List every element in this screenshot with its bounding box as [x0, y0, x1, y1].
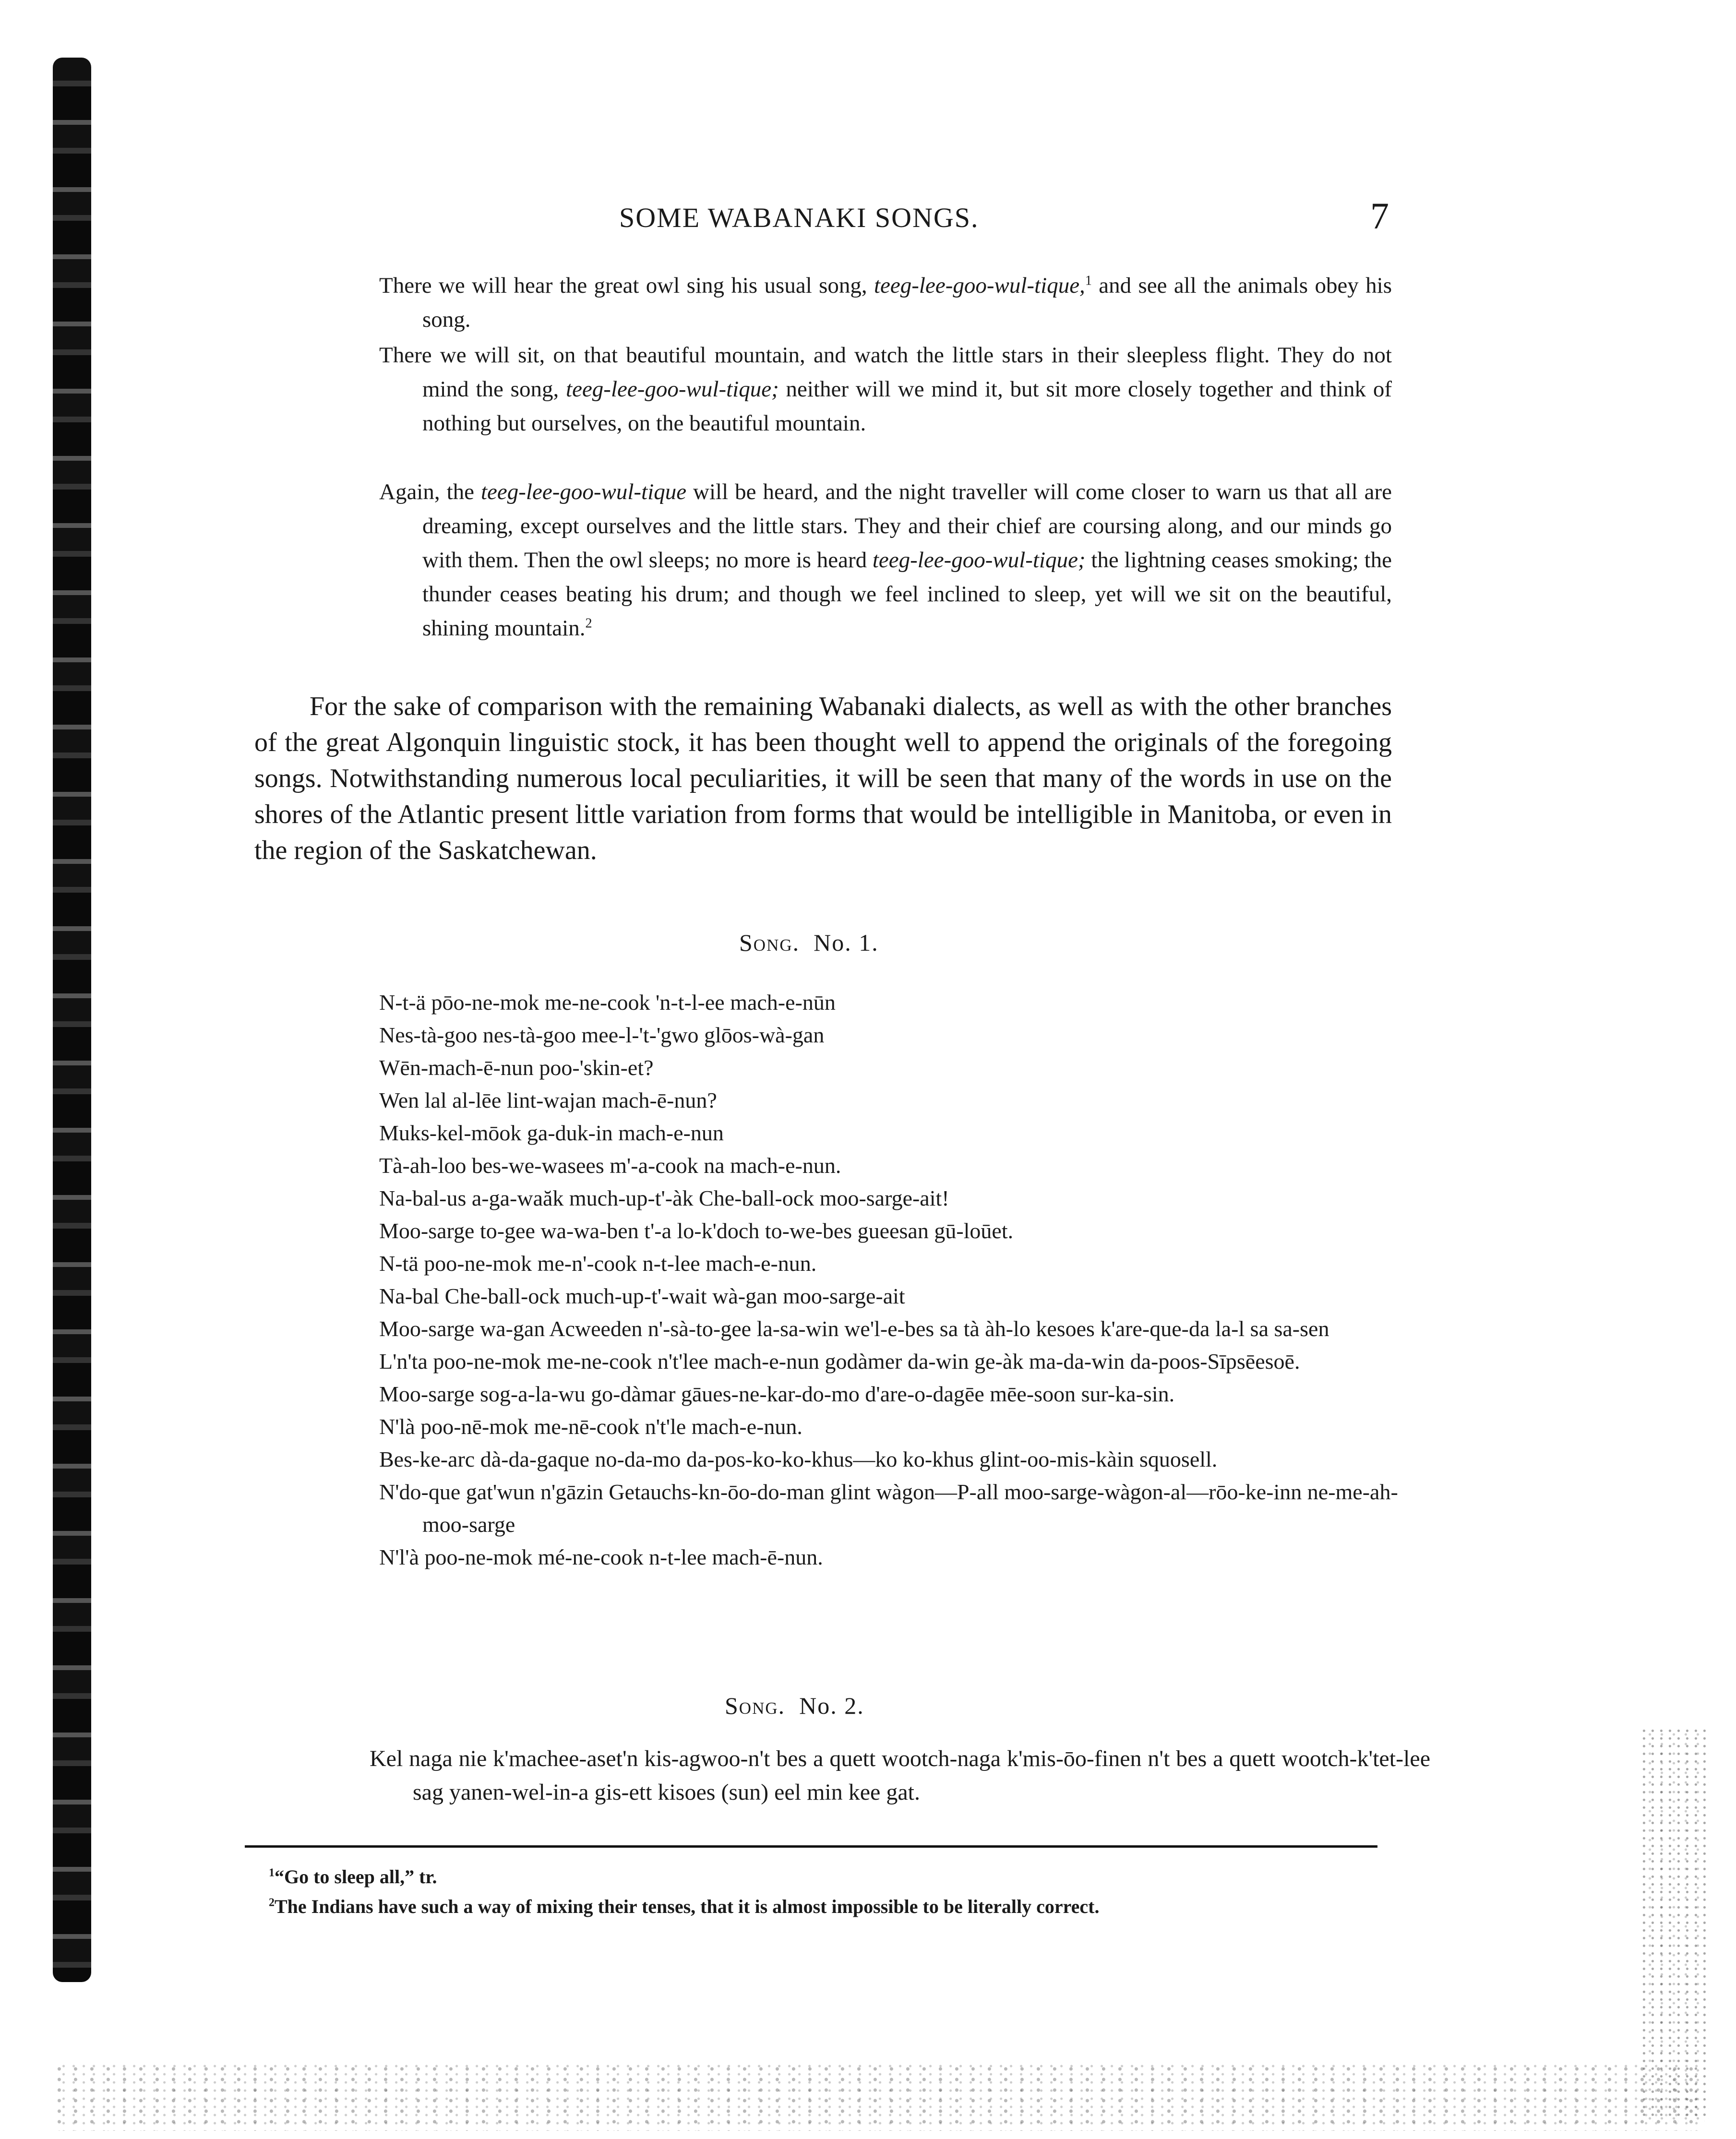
owl-song-word: teeg-lee-goo-wul-tique,	[874, 273, 1085, 298]
owl-song-word: teeg-lee-goo-wul-tique	[481, 479, 687, 504]
song-line: Nes-tà-goo nes-tà-goo mee-l-'t-'gwo glōos-wà-gan	[379, 1023, 825, 1047]
song-line: Na-bal Che-ball-ock much-up-t'-wait wà-gan moo-sarge-ait	[379, 1284, 905, 1308]
body-paragraph: For the sake of comparison with the remaining Wabanaki dialects, as well as with the other branches of the great Algonquin linguistic stock, it has been thought well to append the originals of the foregoing songs. Notwithstanding numerous local peculiarities, it will be seen that many of the words in use on the shores of the Atlantic present little variation from forms that would be intelligible in Manitoba, or even in the region of the Saskatchewan.	[254, 692, 1392, 865]
song-line: N-t-ä pōo-ne-mok me-ne-cook 'n-t-l-ee mach-e-nūn	[379, 990, 836, 1015]
song-line: Wen lal al-lēe lint-wajan mach-ē-nun?	[379, 1088, 717, 1112]
verse-2: There we will sit, on that beautiful mountain, and watch the little stars in their sleepless flight. They do not mind the song, teeg-lee-goo-wul-tique; neither will we mind it, but sit more closely together and think of nothing but ourselves, on the beautiful mountain.	[379, 343, 1392, 436]
song-line: N'do-que gat'wun n'gāzin Getauchs-kn-ōo-do-man glint wàgon—P-all moo-sarge-wàgon-al—rōo-ke-inn ne-me-ah-moo-sarge	[379, 1480, 1398, 1537]
song-line: Bes-ke-arc dà-da-gaque no-da-mo da-pos-ko-ko-khus—ko ko-khus glint-oo-mis-kàin squosell.	[379, 1447, 1218, 1471]
song-1-lines	[379, 986, 1411, 1574]
book-binding-shadow	[53, 58, 91, 1982]
footnote-ref-1: 1	[1085, 273, 1092, 288]
owl-song-word: teeg-lee-goo-wul-tique;	[566, 377, 779, 402]
song-line: Wēn-mach-ē-nun poo-'skin-et?	[379, 1055, 654, 1080]
owl-song-word: teeg-lee-goo-wul-tique;	[872, 548, 1086, 573]
song-2-text: Kel naga nie k'machee-aset'n kis-agwoo-n't bes a quett wootch-naga k'mis-ōo-finen n't bes a quett wootch-k'tet-lee sag yanen-wel-in-a gis-ett kisoes (sun) eel min kee gat.	[370, 1746, 1430, 1805]
verse-3: Again, the teeg-lee-goo-wul-tique will be heard, and the night traveller will come closer to warn us that all are dreaming, except ourselves and the little stars. They and their chief are coursing along, and our minds go with them. Then the owl sleeps; no more is heard teeg-lee-goo-wul-tique; the lightning ceases smoking; the thunder ceases beating his drum; and though we feel inclined to sleep, yet will we sit on the beautiful, shining mountain.$^2$	[379, 479, 1392, 641]
song-line: Na-bal-us a-ga-waăk much-up-t'-àk Che-ball-ock moo-sarge-ait!	[379, 1186, 949, 1210]
page-number: 7	[1370, 195, 1389, 237]
song-1-heading: Song. No. 1.	[739, 929, 879, 956]
scan-noise-right	[1641, 1728, 1709, 2121]
song-line: Moo-sarge to-gee wa-wa-ben t'-a lo-k'doch to-we-bes gueesan gū-loūet.	[379, 1219, 1014, 1243]
song-line: Moo-sarge sog-a-la-wu go-dàmar gāues-ne-kar-do-mo d'are-o-dagēe mēe-soon sur-ka-sin.	[379, 1382, 1175, 1406]
verse-1: There we will hear the great owl sing his usual song, teeg-lee-goo-wul-tique,$^1$ and see all the animals obey his song.	[379, 273, 1392, 332]
footnote-2: $^2$The Indians have such a way of mixing their tenses, that it is almost impossible to be literally correct.	[269, 1896, 1100, 1917]
footnote-rule	[245, 1845, 1377, 1848]
song-line: N-tä poo-ne-mok me-n'-cook n-t-lee mach-e-nun.	[379, 1251, 817, 1276]
song-2-heading: Song. No. 2.	[725, 1692, 864, 1719]
song-line: Tà-ah-loo bes-we-wasees m'-a-cook na mach-e-nun.	[379, 1153, 841, 1178]
footnote-ref-2: 2	[585, 616, 592, 631]
song-line: N'l'à poo-ne-mok mé-ne-cook n-t-lee mach-ē-nun.	[379, 1545, 823, 1569]
song-line: L'n'ta poo-ne-mok me-ne-cook n't'lee mach-e-nun godàmer da-win ge-àk ma-da-win da-poos-Sīpsēesoē.	[379, 1349, 1300, 1374]
scan-noise-bottom	[58, 2064, 1699, 2131]
song-line: Moo-sarge wa-gan Acweeden n'-sà-to-gee la-sa-win we'l-e-bes sa tà àh-lo kesoes k'are-que-da la-l sa sa-sen	[379, 1316, 1329, 1341]
song-line: Muks-kel-mōok ga-duk-in mach-e-nun	[379, 1121, 724, 1145]
footnote-1: $^1$“Go to sleep all,” tr.	[269, 1866, 437, 1888]
footnotes	[269, 1862, 1387, 1922]
running-head: SOME WABANAKI SONGS.	[619, 202, 979, 233]
song-line: N'là poo-nē-mok me-nē-cook n't'le mach-e-nun.	[379, 1414, 802, 1439]
